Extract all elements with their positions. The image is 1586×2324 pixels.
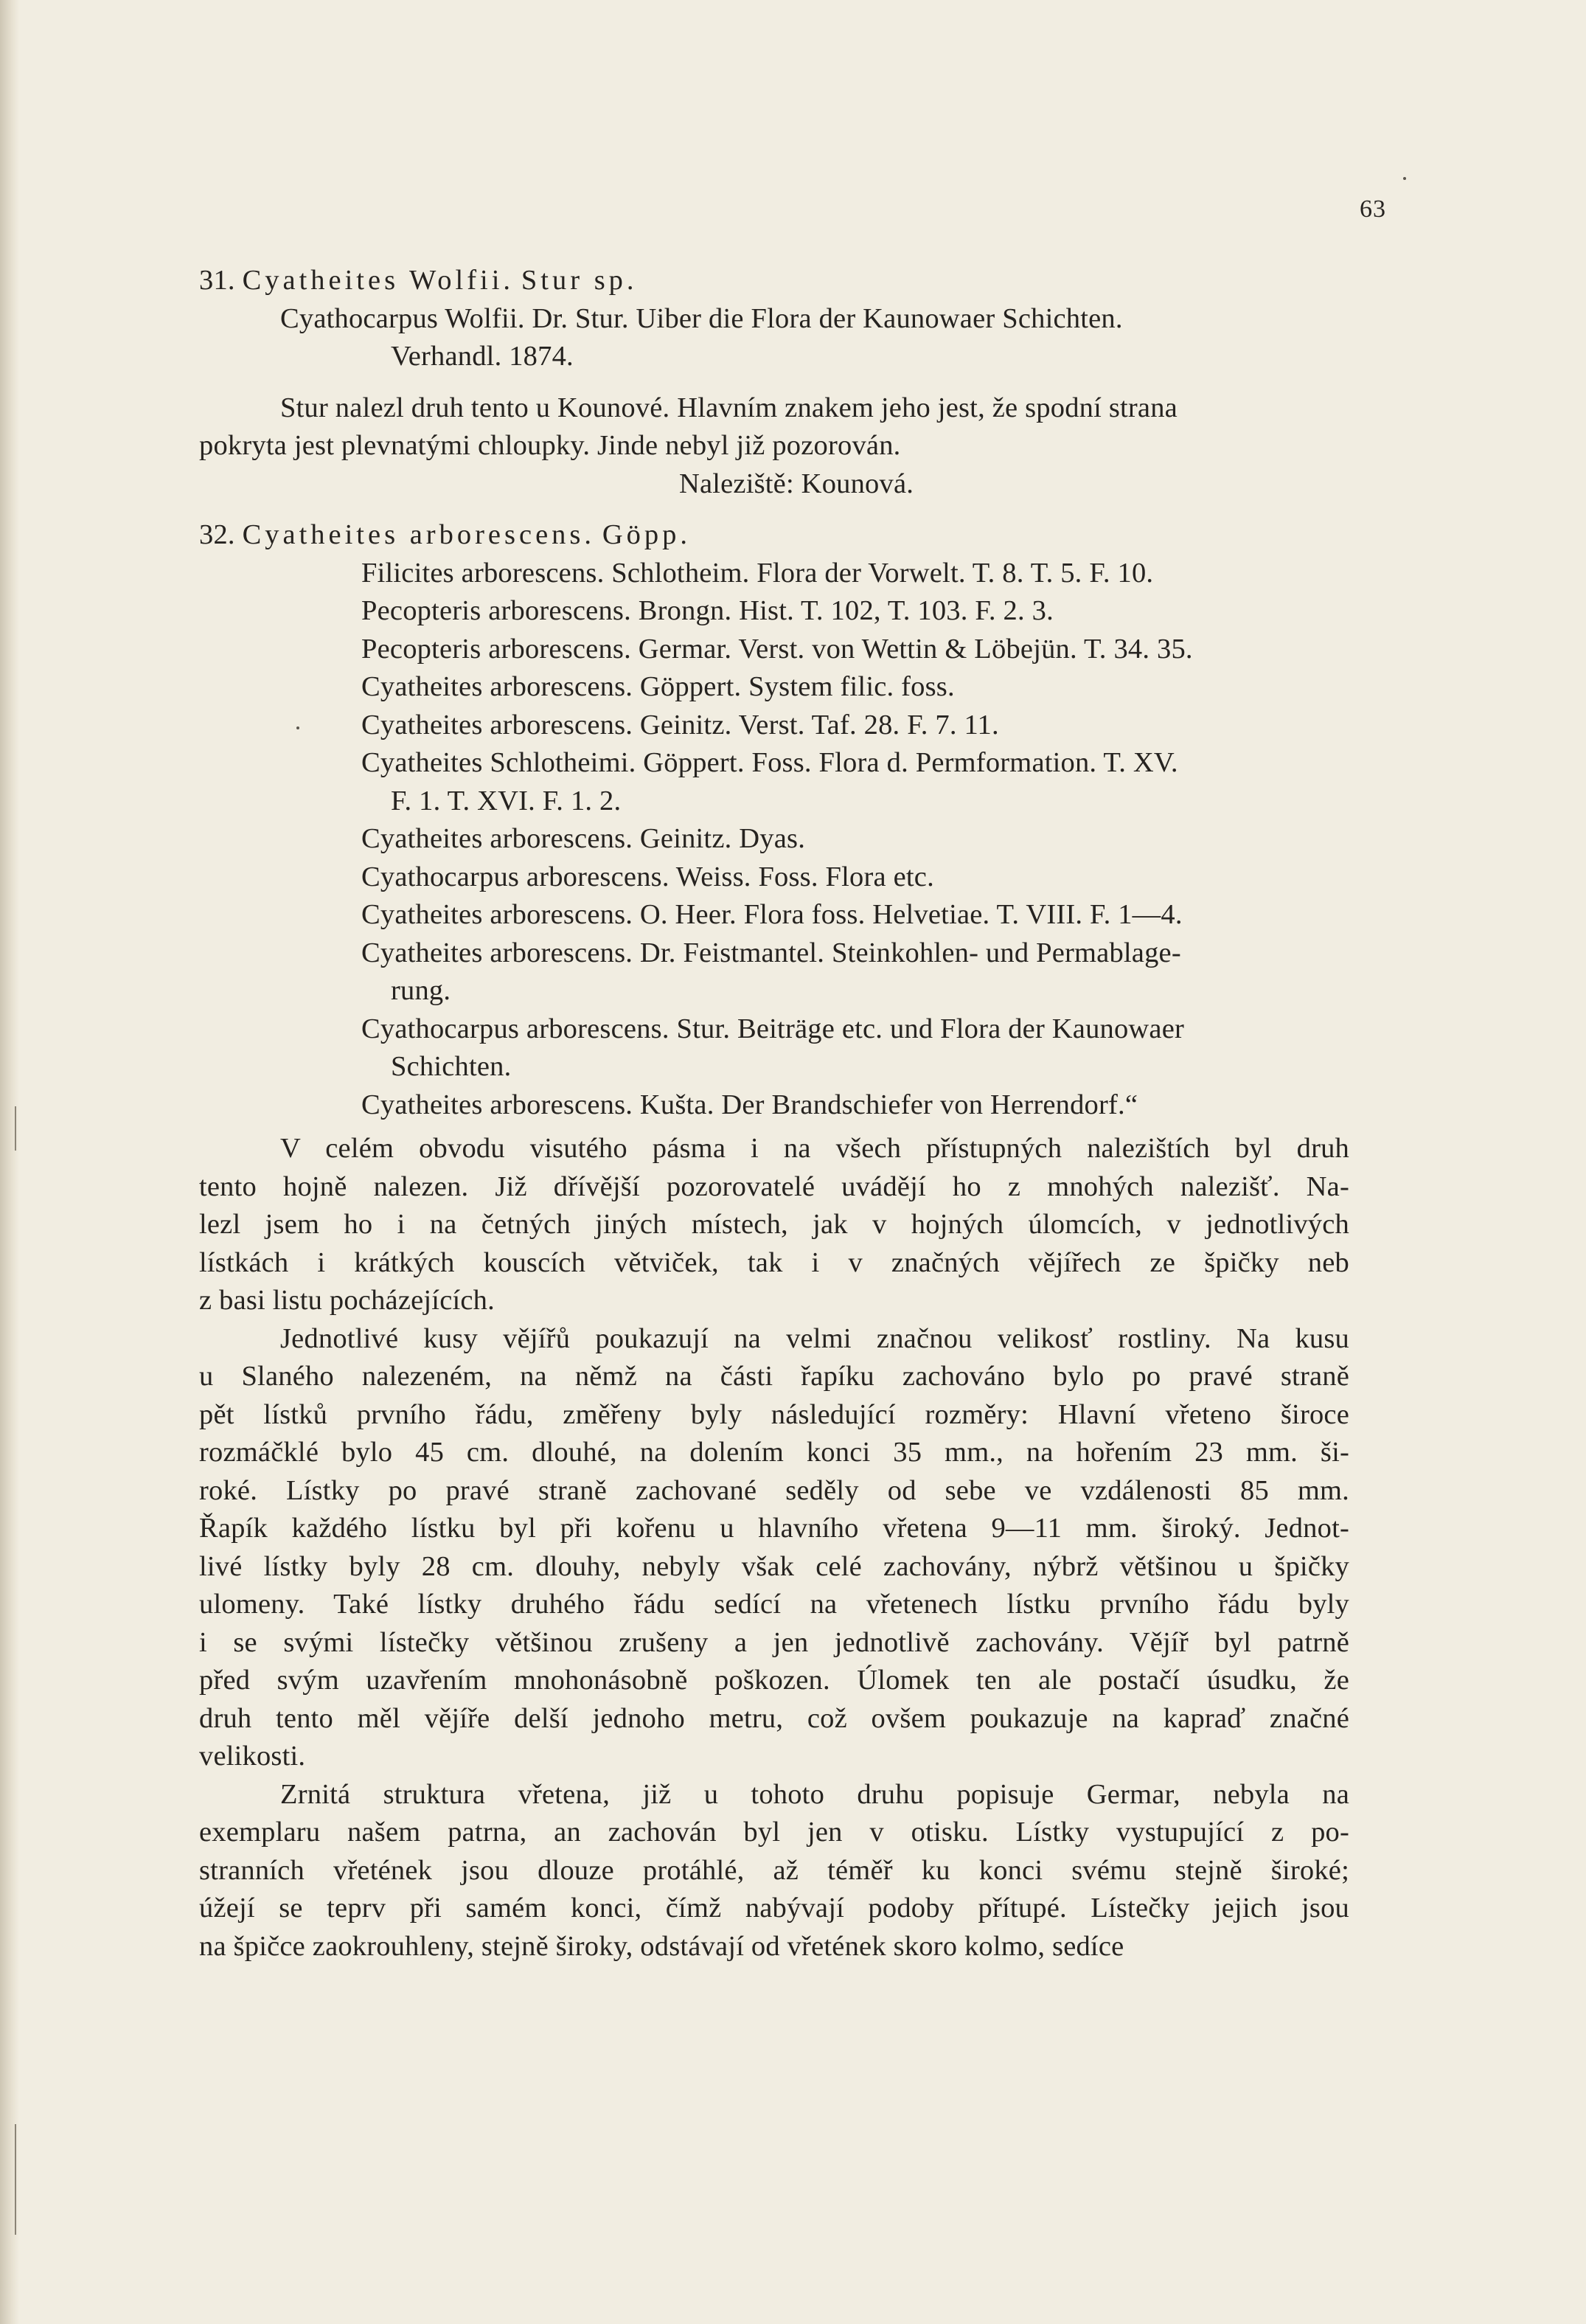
gutter-mark [15,1106,16,1151]
text-line: Zrnitá struktura vřetena, již u tohoto druhu popisuje Germar, nebyla na [280,1778,1349,1810]
text-line: lístkách i krátkých kouscích větviček, tak i v značných vějířech ze špičky neb [199,1246,1349,1278]
text-line: V celém obvodu visutého pásma i na všech přístupných nalezištích byl druh [280,1133,1349,1164]
synonym-line: Cyatheites arborescens. Kušta. Der Brandschiefer von Herrendorf.“ [361,1089,1138,1120]
text-line: před svým uzavřením mnohonásobně poškozen. Úlomek ten ale postačí úsudku, že [199,1665,1349,1696]
text-line: na špičce zaokrouhleny, stejně široky, odstávají od vřetének skoro kolmo, sedíce [199,1930,1124,1962]
synonym-line: Cyathocarpus Wolfii. Dr. Stur. Uiber die Flora der Kaunowaer Schichten. [280,302,1123,334]
synonym-line: Pecopteris arborescens. Germar. Verst. von Wettin & Löbejün. T. 34. 35. [361,633,1193,665]
entry-number: 31. [199,265,235,296]
synonym-line: Cyatheites arborescens. Dr. Feistmantel. Steinkohlen- und Permablage- [361,937,1181,968]
paragraph [199,1130,1349,1320]
species-name: Cyatheites Wolfii. [242,265,515,296]
text-line: livé lístky byly 28 cm. dlouhy, nebyly však celé zachovány, nýbrž většinou u špičky [199,1550,1349,1582]
text-line: u Slaného nalezeném, na němž na části řapíku zachováno bylo po pravé straně [199,1361,1349,1392]
text-line: stranních vřetének jsou dlouze protáhlé, až téměř ku konci svému stejně široké; [199,1854,1349,1886]
text-line: Řapík každého lístku byl při kořenu u hlavního vřetena 9—11 mm. široký. Jednot- [199,1513,1349,1544]
synonym-line: Cyatheites arborescens. O. Heer. Flora foss. Helvetiae. T. VIII. F. 1—4. [361,899,1183,930]
species-author: Stur sp. [521,265,638,296]
text-line: tento hojně nalezen. Již dřívější pozorovatelé uvádějí ho z mnohých nalezišť. Na- [199,1170,1349,1202]
synonym-line: Cyathocarpus arborescens. Stur. Beiträge etc. und Flora der Kaunowaer [361,1013,1185,1044]
entry-32-heading [199,516,1349,555]
text-line: roké. Lístky po pravé straně zachované seděly od sebe ve vzdálenosti 85 mm. [199,1474,1349,1506]
species-author: Göpp. [602,519,692,550]
text-line: úžejí se teprv při samém konci, čímž nabývají podoby přítupé. Lístečky jejich jsou [199,1893,1349,1924]
synonym-continuation: Verhandl. 1874. [391,341,574,372]
text-line: rozmáčklé bylo 45 cm. dlouhé, na dolením konci 35 mm., na hořením 23 mm. ši- [199,1437,1349,1468]
page-number: 63 [1360,195,1386,223]
text-line: exemplaru našem patrna, an zachován byl jen v otisku. Lístky vystupující z po- [199,1817,1349,1848]
text-line: z basi listu pocházejících. [199,1285,495,1316]
text-line: pokryta jest plevnatými chloupky. Jinde nebyl již pozorován. [199,430,901,461]
paragraph [199,1320,1349,1776]
synonym-continuation: Schichten. [391,1051,512,1082]
body-paragraphs [199,1130,1349,1966]
ink-speck [1403,177,1406,180]
gutter-mark [15,2124,16,2235]
synonym-line: Filicites arborescens. Schlotheim. Flora der Vorwelt. T. 8. T. 5. F. 10. [361,557,1154,589]
page-edge [0,0,19,2324]
text-line: Stur nalezl druh tento u Kounové. Hlavním znakem jeho jest, že spodní strana [280,392,1178,423]
text-line: lezl jsem ho i na četných jiných místech, jak v hojných úlomcích, v jednotlivých [199,1209,1349,1240]
synonym-line: Cyatheites arborescens. Geinitz. Dyas. [361,823,806,854]
synonym-line: Cyatheites arborescens. Geinitz. Verst. Taf. 28. F. 7. 11. [361,709,999,740]
synonym-list [199,555,1349,1125]
page-body [199,262,1349,1966]
locality: Naleziště: Kounová. [678,468,914,499]
synonym-line: Cyatheites Schlotheimi. Göppert. Foss. Flora d. Permformation. T. XV. [361,747,1178,778]
entry-31-heading [199,262,1349,300]
synonym-continuation: rung. [391,975,451,1006]
paragraph [199,1776,1349,1966]
text-line: ulomeny. Také lístky druhého řádu sedící na vřetenech lístku prvního řádu byly [199,1589,1349,1620]
text-line: Jednotlivé kusy vějířů poukazují na velmi značnou velikosť rostliny. Na kusu [280,1322,1349,1354]
entry-number: 32. [199,519,235,550]
synonym-line: Pecopteris arborescens. Brongn. Hist. T. 102, T. 103. F. 2. 3. [361,595,1054,626]
text-line: druh tento měl vějíře delší jednoho metru, což ovšem poukazuje na kapraď značné [199,1702,1349,1734]
text-line: velikosti. [199,1741,306,1772]
synonym-continuation: F. 1. T. XVI. F. 1. 2. [391,785,622,816]
text-line: i se svými lístečky většinou zrušeny a jen jednotlivě zachovány. Vějíř byl patrně [199,1626,1349,1658]
synonym-line: Cyatheites arborescens. Göppert. System filic. foss. [361,671,955,702]
text-line: pět lístků prvního řádu, změřeny byly následující rozměry: Hlavní vřeteno široce [199,1398,1349,1430]
species-name: Cyatheites arborescens. [242,519,596,550]
synonym-line: Cyathocarpus arborescens. Weiss. Foss. Flora etc. [361,861,934,892]
